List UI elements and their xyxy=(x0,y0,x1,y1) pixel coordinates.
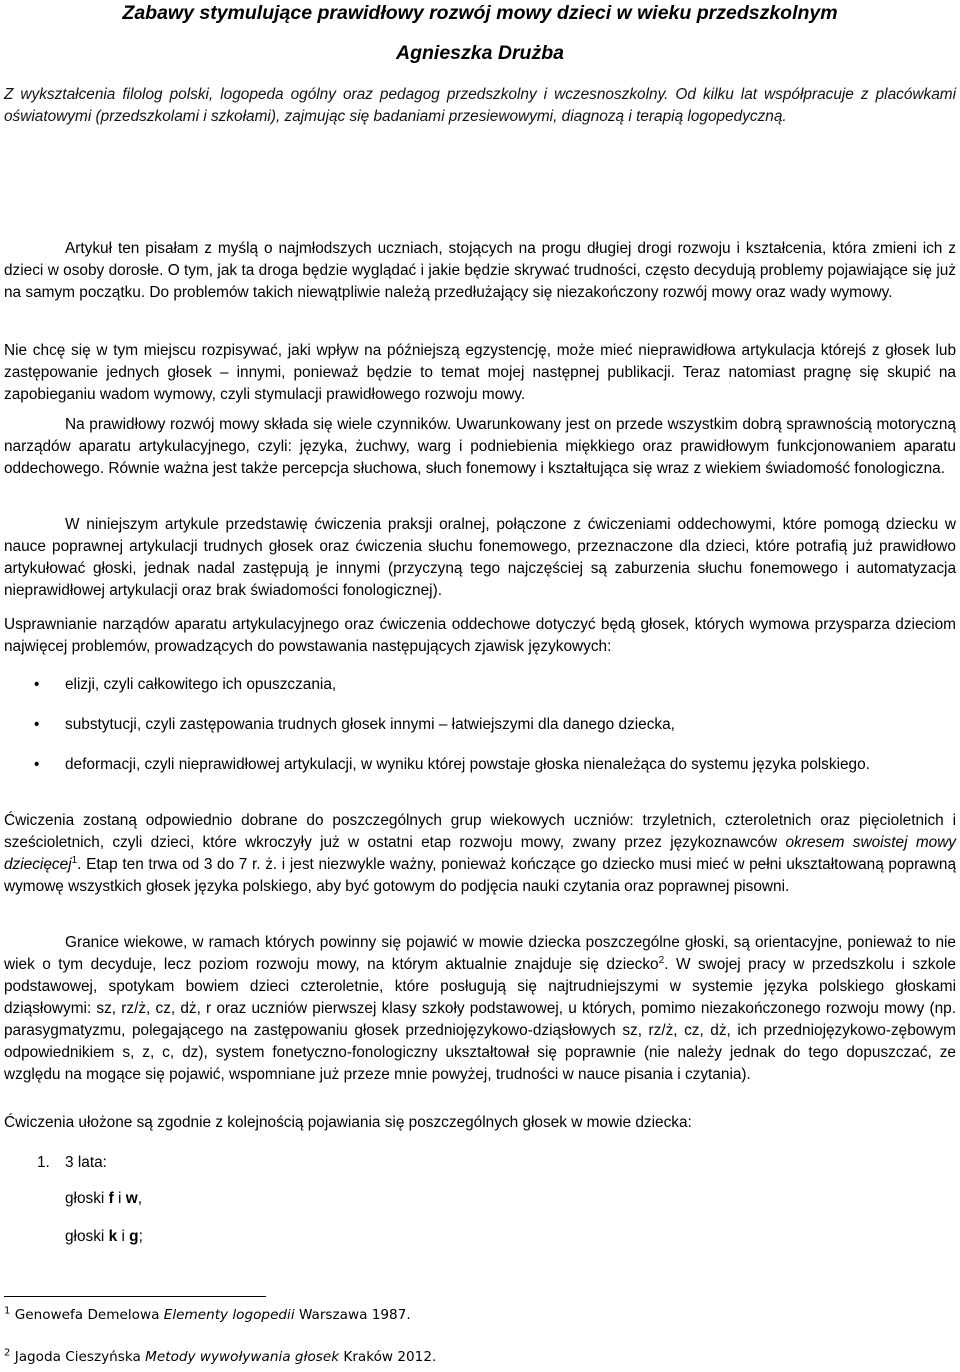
paragraph-7-text-rest: . W swojej pracy w przedszkolu i szkole podstawowej, spotykam bowiem dzieci czteroletnie, które posługują się najtrudniejszymi w systemie języka polskiego głoskami dziąsłowymi: sz, rz/ż, cz, dż, r oraz uczniów pierwszej klasy szkoły podstawowej, u których, pomimo niezakończonego rozwoju mowy (np. parasygmatyzmu, polegającego na zastępowaniu głosek przedniojęzykowo-dziąsłowych sz, rz/ż, cz, dż, ich przedniojęzykowo-zębowym odpowiednikiem s, z, c, dz), system fonetyczno-fonologiczny ukształtował się poprawnie (nie należy jednak do tego dopuszczać, ze względu na mogące się pojawić, wspomniane już przeze mnie powyżej, trudności w nauce pisania i czytania). xyxy=(4,956,956,1083)
letter-g: g xyxy=(129,1228,139,1245)
footnote-divider xyxy=(4,1296,266,1297)
consonants-line-2: głoski k i g; xyxy=(65,1228,143,1245)
list-item xyxy=(4,674,956,696)
paragraph-7 xyxy=(4,932,956,1086)
footnote-2: $^2$ Jagoda Cieszyńska Metody wywoływania głosek Kraków 2012. xyxy=(4,1347,437,1365)
bullet-list xyxy=(4,674,956,776)
article-title: Zabawy stymulujące prawidłowy rozwój mowy dzieci w wieku przedszkolnym xyxy=(122,2,838,24)
footnote-ref-2: 2 xyxy=(658,954,665,966)
list-item-text: elizji, czyli całkowitego ich opuszczania, xyxy=(65,676,337,693)
footnote-1-title: Elementy logopedii xyxy=(163,1307,295,1323)
paragraph-7-text: Granice wiekowe, w ramach których powinny się pojawić w mowie dziecka poszczególne głoski, są orientacyjne, ponieważ to nie wiek o tym decyduje, lecz poziom rozwoju mowy, na którym aktualnie znajduje się dziecko xyxy=(4,934,956,973)
consonants-line-1: głoski f i w, xyxy=(65,1190,143,1207)
letter-k: k xyxy=(108,1228,118,1245)
bullet-icon: • xyxy=(34,676,40,693)
paragraph-4: W niniejszym artykule przedstawię ćwiczenia praksji oralnej, połączone z ćwiczeniami oddechowymi, które pomogą dziecku w nauce poprawnej artykulacji trudnych głosek oraz ćwiczenia słuchu fonemowego, przeznaczone dla dzieci, które potrafią już prawidłowo artykułować głoski, jednak nadal zastępują je innymi (przyczyną tego najczęściej są zaburzenia słuchu fonemowego i automatyzacja nieprawidłowej artykulacji oraz brak świadomości fonologicznej). xyxy=(4,516,956,599)
bullet-icon: • xyxy=(34,716,40,733)
letter-f: f xyxy=(108,1190,114,1207)
paragraph-2: Nie chcę się w tym miejscu rozpisywać, jaki wpływ na późniejszą egzystencję, może mieć nieprawidłowa artykulacja którejś z głosek lub zastępowanie jednych głosek – innymi, ponieważ będzie to temat mojej następnej publikacji. Teraz natomiast pragnę się skupić na zapobieganiu wadom wymowy, czyli stymulacji prawidłowego rozwoju mowy. xyxy=(4,342,956,403)
letter-w: w xyxy=(125,1190,138,1207)
list-item-text: substytucji, czyli zastępowania trudnych głosek innymi – łatwiejszymi dla danego dziecka, xyxy=(65,716,675,733)
paragraph-intro: Artykuł ten pisałam z myślą o najmłodszych uczniach, stojących na progu długiej drogi rozwoju i kształcenia, która zmieni ich z dzieci w osoby dorosłe. O tym, jak ta droga będzie wyglądać i jakie będzie skrywać trudności, często decydują problemy pojawiające się już na samym początku. Do problemów takich niewątpliwie należą przedłużający się niezakończony rozwój mowy oraz wady wymowy. xyxy=(4,240,956,301)
bullet-icon: • xyxy=(34,756,40,773)
footnote-ref-1: 1 xyxy=(71,854,78,866)
paragraph-8: Ćwiczenia ułożone są zgodnie z kolejnością pojawiania się poszczególnych głosek w mowie dziecka: xyxy=(4,1114,692,1131)
paragraph-5: Usprawnianie narządów aparatu artykulacyjnego oraz ćwiczenia oddechowe dotyczyć będą głosek, których wymowa przysparza dzieciom najwięcej problemów, prowadzących do powstawania następujących zjawisk językowych: xyxy=(4,616,956,655)
paragraph-6 xyxy=(4,810,956,898)
author-bio: Z wykształcenia filolog polski, logopeda ogólny oraz pedagog przedszkolny i wczesnoszkolny. Od kilku lat współpracuje z placówkami oświatowymi (przedszkolami i szkołami), zajmując się badaniami przesiewowymi, diagnozą i terapią logopedyczną. xyxy=(4,86,956,125)
paragraph-6-text-rest: . Etap ten trwa od 3 do 7 r. ż. i jest niezwykle ważny, ponieważ kończące go dziecko musi mieć w pełni ukształtowaną poprawną wymowę wszystkich głosek języka polskiego, aby być gotowym do podjęcia nauki czytania oraz poprawnej pisowni. xyxy=(4,856,956,895)
list-item-text: deformacji, czyli nieprawidłowej artykulacji, w wyniku której powstaje głoska nienależąca do systemu języka polskiego. xyxy=(65,756,870,773)
list-item xyxy=(4,714,956,736)
paragraph-6-italic: okresem swoistej mowy dziecięcej xyxy=(4,834,957,873)
footnote-2-title: Metody wywoływania głosek xyxy=(145,1349,340,1365)
paragraph-6-text: Ćwiczenia zostaną odpowiednio dobrane do poszczególnych grup wiekowych uczniów: trzyletnich, czteroletnich oraz pięcioletnich i sześcioletnich, czyli dzieci, które wkroczyły już w ostatni etap rozwoju mowy, zwany przez językoznawców xyxy=(4,812,956,851)
footnote-1: $^1$ Genowefa Demelowa Elementy logopedii Warszawa 1987. xyxy=(4,1305,411,1323)
list-label: 3 lata: xyxy=(65,1154,107,1171)
author-name: Agnieszka Drużba xyxy=(396,42,564,64)
list-item xyxy=(4,754,956,776)
list-number: 1. xyxy=(37,1154,50,1171)
paragraph-3: Na prawidłowy rozwój mowy składa się wiele czynników. Uwarunkowany jest on przede wszystkim dobrą sprawnością motoryczną narządów aparatu artykulacyjnego, czyli: języka, żuchwy, warg i podniebienia miękkiego oraz prawidłowym funkcjonowaniem aparatu oddechowego. Równie ważna jest także percepcja słuchowa, słuch fonemowy i kształtująca się wraz z wiekiem świadomość fonologiczna. xyxy=(4,416,956,477)
